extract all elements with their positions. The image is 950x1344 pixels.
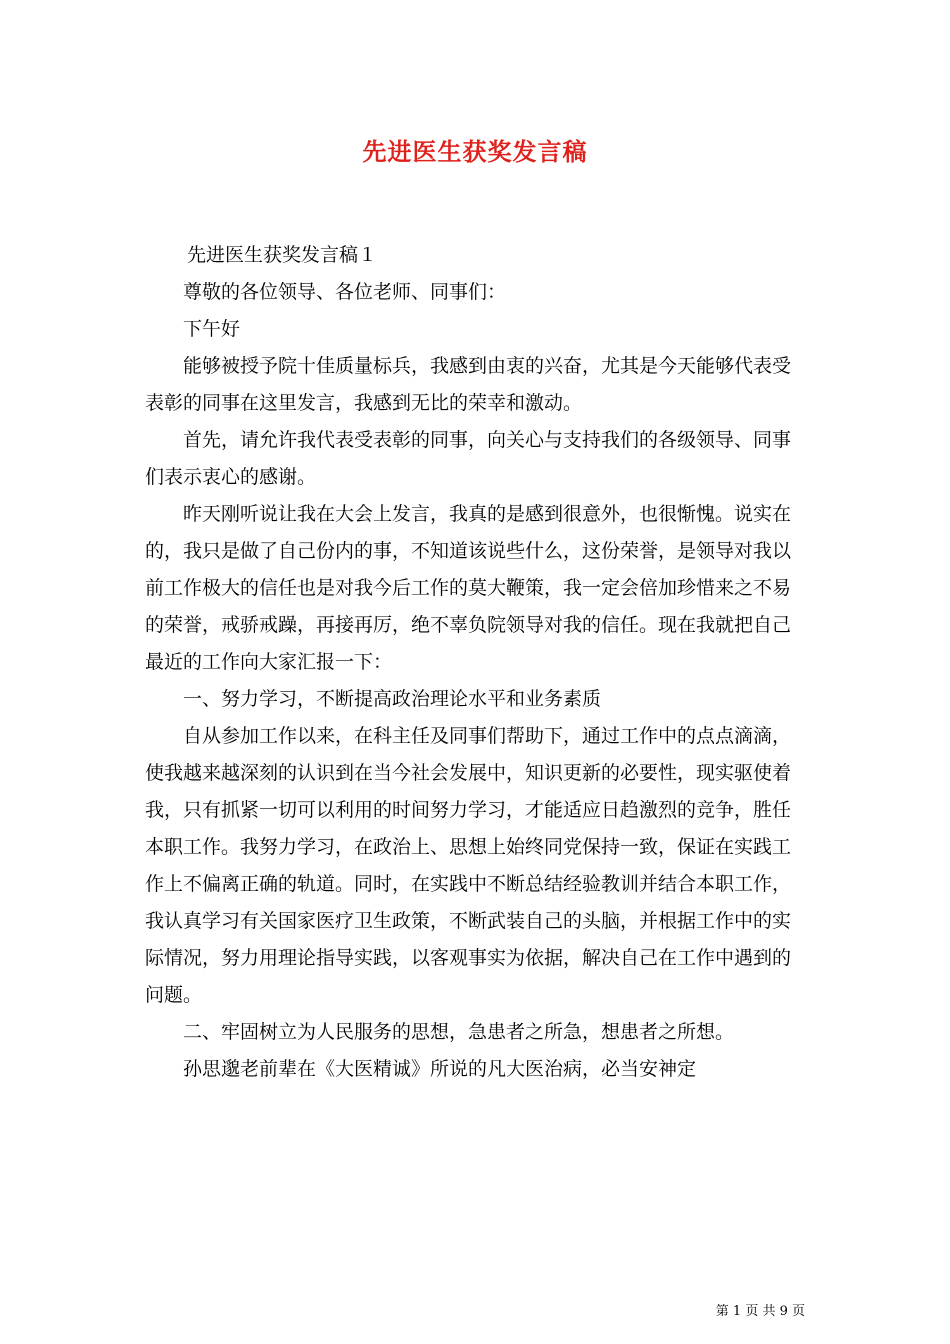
body-paragraph: 尊敬的各位领导、各位老师、同事们： bbox=[183, 281, 507, 303]
document-body bbox=[145, 237, 807, 1088]
body-paragraph: 自从参加工作以来，在科主任及同事们帮助下，通过工作中的点点滴滴，使我越来越深刻的认识到在当今社会发展中，知识更新的必要性，现实驱使着我，只有抓紧一切可以利用的时间努力学习，才能适应日趋激烈的竞争，胜任本职工作。我努力学习，在政治上、思想上始终同党保持一致，保证在实践工作上不偏离正确的轨道。同时，在实践中不断总结经验教训并结合本职工作，我认真学习有关国家医疗卫生政策，不断武装自己的头脑，并根据工作中的实际情况，努力用理论指导实践，以客观事实为依据，解决自己在工作中遇到的问题。 bbox=[145, 725, 792, 1006]
document-title: 先进医生获奖发言稿 bbox=[362, 137, 588, 166]
body-paragraph: 昨天刚听说让我在大会上发言，我真的是感到很意外，也很惭愧。说实在的，我只是做了自己份内的事，不知道该说些什么，这份荣誉，是领导对我以前工作极大的信任也是对我今后工作的莫大鞭策，我一定会倍加珍惜来之不易的荣誉，戒骄戒躁，再接再厉，绝不辜负院领导对我的信任。现在我就把自己最近的工作向大家汇报一下： bbox=[145, 503, 792, 673]
body-paragraph: 二、牢固树立为人民服务的思想，急患者之所急，想患者之所想。 bbox=[183, 1021, 735, 1043]
body-paragraph: 首先，请允许我代表受表彰的同事，向关心与支持我们的各级领导、同事们表示衷心的感谢。 bbox=[145, 429, 792, 488]
body-paragraph: 下午好 bbox=[183, 318, 241, 340]
body-paragraph: 能够被授予院十佳质量标兵，我感到由衷的兴奋，尤其是今天能够代表受表彰的同事在这里发言，我感到无比的荣幸和激动。 bbox=[145, 355, 792, 414]
body-paragraph: 先进医生获奖发言稿１ bbox=[187, 244, 378, 266]
body-paragraph: 孙思邈老前辈在《大医精诚》所说的凡大医治病，必当安神定 bbox=[183, 1058, 697, 1080]
body-paragraph: 一、努力学习，不断提高政治理论水平和业务素质 bbox=[183, 688, 602, 710]
page-number: 第 1 页 共 9 页 bbox=[715, 1304, 805, 1319]
